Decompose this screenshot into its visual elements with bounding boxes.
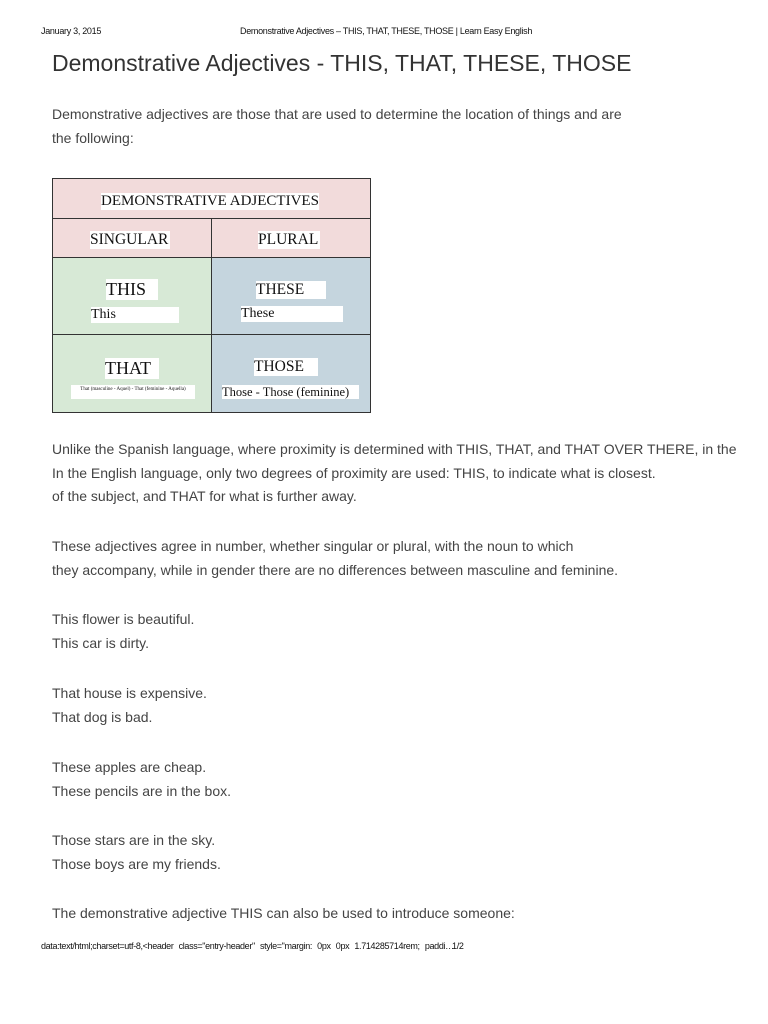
- these-translation: These: [241, 306, 343, 322]
- these-cell: [212, 258, 371, 335]
- proximity-line: In the English language, only two degrees of proximity are used: THIS, to indicate what is closest.: [52, 464, 656, 481]
- intro-line: the following:: [52, 129, 134, 146]
- agreement-line: These adjectives agree in number, whether singular or plural, with the noun to which: [52, 538, 574, 554]
- plural-label: PLURAL: [258, 231, 319, 248]
- proximity-line: of the subject, and THAT for what is further away.: [52, 488, 357, 504]
- examples-that: [52, 682, 207, 729]
- agreement-paragraph: [52, 535, 618, 582]
- print-page-number: 1/2: [452, 941, 464, 951]
- example-sentence: This car is dirty.: [52, 634, 149, 651]
- those-translation: Those - Those (feminine): [222, 385, 359, 399]
- those-cell: [212, 335, 371, 413]
- examples-this: [52, 608, 194, 655]
- agreement-line: they accompany, while in gender there are no differences between masculine and feminine.: [52, 561, 619, 578]
- example-sentence: That house is expensive.: [52, 685, 207, 701]
- example-sentence: That dog is bad.: [52, 708, 153, 725]
- examples-those: [52, 829, 221, 876]
- that-cell: [53, 335, 212, 413]
- print-page-title: Demonstrative Adjectives – THIS, THAT, THESE, THOSE | Learn Easy English: [240, 26, 533, 36]
- demonstrative-adjectives-table: [52, 178, 371, 413]
- singular-header-cell: [53, 219, 212, 258]
- table-header-label: DEMONSTRATIVE ADJECTIVES: [101, 193, 319, 209]
- print-date: January 3, 2015: [41, 26, 102, 36]
- that-translation: That (masculine - Aquel) - That (feminine - Aquella): [71, 385, 195, 399]
- example-sentence: Those boys are my friends.: [52, 855, 221, 872]
- closing-line: The demonstrative adjective THIS can also be used to introduce someone:: [52, 905, 515, 921]
- example-sentence: These pencils are in the box.: [52, 782, 231, 799]
- this-word: THIS: [106, 279, 158, 300]
- these-word: THESE: [256, 281, 326, 299]
- proximity-line: Unlike the Spanish language, where proximity is determined with THIS, THAT, and THAT OVER THERE, in the: [52, 441, 737, 457]
- article-title: Demonstrative Adjectives - THIS, THAT, THESE, THOSE: [52, 50, 632, 76]
- examples-these: [52, 756, 231, 803]
- intro-line: Demonstrative adjectives are those that are used to determine the location of things and are: [52, 106, 622, 122]
- this-translation: This: [91, 307, 179, 323]
- example-sentence: This flower is beautiful.: [52, 611, 195, 627]
- example-sentence: These apples are cheap.: [52, 759, 207, 775]
- table-header-cell: [53, 179, 371, 219]
- this-cell: [53, 258, 212, 335]
- intro-paragraph: [52, 103, 622, 150]
- singular-label: SINGULAR: [90, 231, 169, 248]
- print-footer-source: data:text/html;charset=utf-8,<header class="entry-header" style="margin: 0px 0px 1.714285714rem; paddi…: [41, 941, 454, 951]
- plural-header-cell: [212, 219, 371, 258]
- proximity-paragraph: [52, 438, 737, 509]
- those-word: THOSE: [254, 358, 318, 376]
- example-sentence: Those stars are in the sky.: [52, 832, 216, 848]
- that-word: THAT: [105, 358, 159, 379]
- closing-paragraph: [52, 902, 515, 926]
